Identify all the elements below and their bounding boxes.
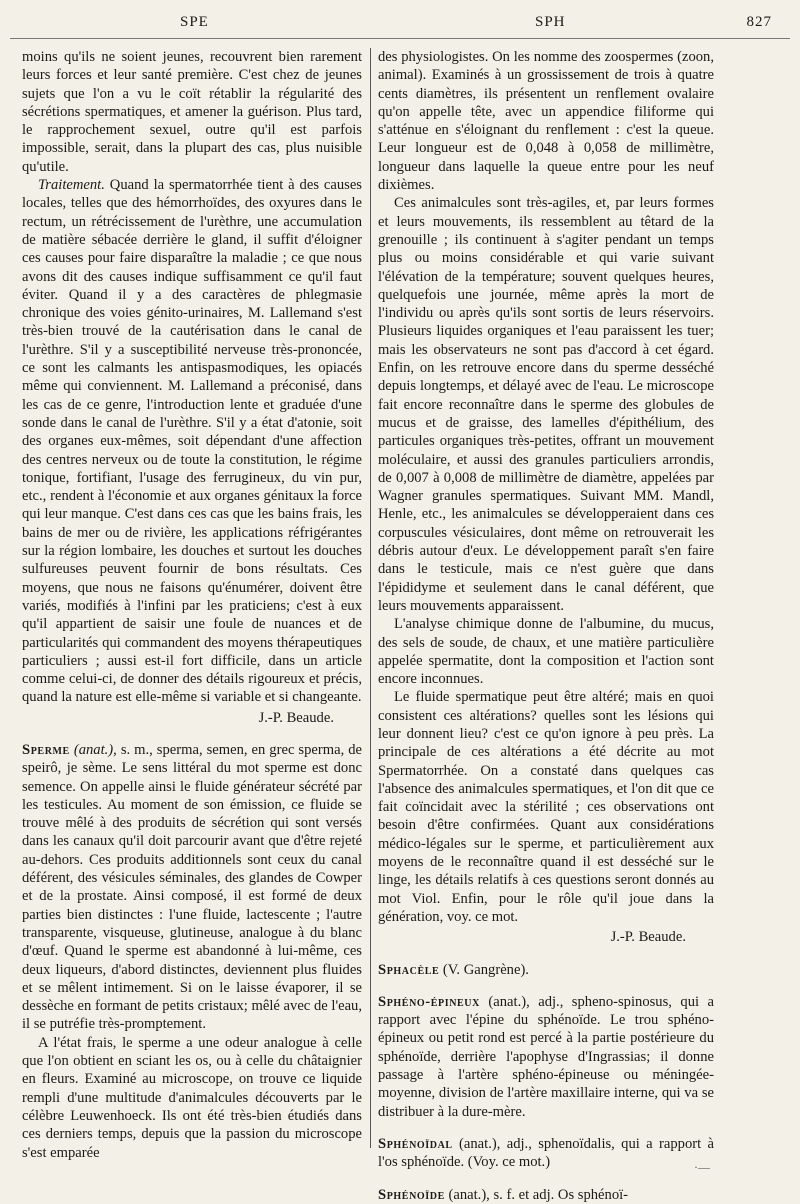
entry-text: (anat.), s. f. et adj. Os sphénoï- (444, 1186, 629, 1203)
page-number: 827 (746, 14, 772, 30)
entry-text: (anat.), adj., spheno-spinosus, qui a rapport avec l'épine du sphénoïde. Le trou sphéno-épineux ou petit rond est percé à la partie postérieure du sphénoïde, derrière l'apophyse d'Ingrassias; il donne passage à l'artère sphéno-épineuse ou méningée-moyenne, division de l'artère maxillaire interne, qui va se distribuer à la dure-mère. (378, 993, 714, 1120)
headword: Sphénoïde (378, 1186, 445, 1203)
entry-tag: (anat.) (73, 741, 114, 758)
paragraph: A l'état frais, le sperme a une odeur analogue à celle que l'on obtient en sciant les os, ou à celle du châtaignier en fleurs. Examiné au microscope, on trouve ce liquide rempli d'une multitude d'animalcules découverts par le célèbre Leuwenhoeck. Ils ont été très-bien étudiés dans ces derniers temps, depuis que la passion du microscope s'est emparée (22, 1034, 362, 1161)
entry-spheno-epineux (378, 993, 714, 1121)
paragraph: des physiologistes. On les nomme des zoospermes (zoon, animal). Examinés à un grossissement de trois à quatre cents diamètres, ils présentent un renflement ovalaire qu'on appelle tête, avec un appendice filiforme qui s'atténue en s'éloignant du renflement : c'est la queue. Leur longueur est de 0,048 à 0,058 de millimètre, longueur dans laquelle la queue entre pour les neuf dixièmes. (378, 49, 714, 194)
entry-sphacele (378, 961, 714, 979)
running-header-center: SPH (535, 14, 566, 30)
entry-sperme (22, 741, 362, 1034)
entry-text: (anat.), adj., sphenoïdalis, qui a rapport à l'os sphénoïde. (Voy. ce mot.) (378, 1135, 714, 1171)
paragraph: L'analyse chimique donne de l'albumine, du mucus, des sels de soude, de chaux, et une matière particulière appelée spermatite, dont la composition et l'action sont encore inconnues. (378, 616, 714, 688)
entry-text: (V. Gangrène). (439, 961, 529, 978)
author-signature: J.-P. Beaude. (610, 929, 686, 946)
headword: Sperme (22, 741, 70, 758)
left-column (22, 48, 362, 1162)
paragraph: Ces animalcules sont très-agiles, et, par leurs formes et leurs mouvements, ils ressemblent au têtard de la grenouille ; ils continuent à s'agiter pendant un temps plus ou moins considérable et qui varie suivant l'élévation de la température; souvent quelques heures, quelquefois une journée, même après la mort de l'individu ou après qu'ils sont sortis de leurs réservoirs. Plusieurs liquides organiques et l'eau paraissent les tuer; mais les observateurs ne sont pas d'accord à cet égard. Enfin, on les retrouve encore dans du sperme desséché depuis longtemps, et délayé avec de l'eau. Le microscope fait encore reconnaître dans le sperme des globules de mucus et de graisse, des lamelles d'épithélium, des particules organiques très-petites, offrant un mouvement moléculaire, et aussi des granules particuliers arrondis, de 0,007 à 0,008 de millimètre de diamètre, appelées par Wagner granules spermatiques. Suivant MM. Mandl, Henle, etc., les animalcules se développeraient dans ces corpuscules vésiculaires, dont même on retrouverait les débris autour d'eux. Le développement paraît s'en faire dans le testicule, mais ce n'est guère que dans l'épididyme et seulement dans le canal déférent, que leurs mouvements apparaissent. (378, 195, 714, 614)
paragraph: moins qu'ils ne soient jeunes, recouvrent bien rarement leurs forces et leur santé première. C'est chez de jeunes sujets que l'on a vu le coït rétablir la régularité des sécrétions spermatiques, et amener la guérison. Plus tard, le rapprochement sexuel, outre qu'il est parfois impossible, serait, dans la plupart des cas, plus nuisible qu'utile. (22, 49, 362, 175)
running-header-left: SPE (180, 14, 209, 30)
footer-mark: ·— (694, 1160, 710, 1174)
paragraph-treatment (22, 176, 362, 707)
paragraph-text: Quand la spermatorrhée tient à des causes locales, telles que des hémorrhoïdes, des oxyures dans le rectum, un rétrécissement de l'urèthre, une accumulation de matière sébacée derrière le gland, il suffit d'éloigner ces causes pour faire disparaître la maladie ; ce que nous avons dit des causes indique suffisamment ce qu'il faut éviter. Quand il y a des caractères de phlegmasie chronique des voies génito-urinaires, M. Lallemand s'est très-bien trouvé de la cautérisation dans le canal de l'urèthre. S'il y a susceptibilité nerveuse très-prononcée, ce sont les calmants les antispasmodiques, les opiacés même qui conviennent. M. Lallemand a préconisé, dans les cas de ce genre, l'introduction lente et graduée d'une sonde dans le canal de l'urèthre. S'il y a état d'atonie, soit des organes eux-mêmes, soit dépendant d'une affection des centres nerveux ou de toute la constitution, le régime tonique, fortifiant, l'usage des ferrugineux, du vin pur, etc., rendent à l'économie et aux organes génitaux la force qui leur manque. C'est dans ces cas que les bains frais, les bains de mer ou de rivière, les applications réfrigérantes sur la région lombaire, les douches et surtout les douches sulfureuses peuvent fournir de bons résultats. Ces moyens, que nous ne faisons qu'énumérer, doivent être variés, modifiés à l'infini par les praticiens; c'est à eux qu'il appartient de saisir une foule de nuances et de particularités qui commandent des moyens thérapeutiques particuliers ; aussi est-il fort difficile, dans un article comme celui-ci, de donner des détails rigoureux et précis, quand la nature est elle-même si variable et si changeante. (22, 177, 362, 706)
paragraph: Le fluide spermatique peut être altéré; mais en quoi consistent ces altérations? quelles sont les lésions qui leur donnent lieu? c'est ce qu'on ignore à peu près. La principale de ces altérations a été décrite au mot Spermatorrhée. On a constaté dans quelques cas l'absence des animalcules spermatiques, et l'on dit que ce fait coïncidait avec la stérilité ; ces observations ont besoin d'être confirmées. Quant aux considérations médico-légales sur le sperme, et particulièrement aux moyens de le reconnaître quand il est desséché sur le linge, les détails relatifs à ces questions seront donnés au mot Viol. Enfin, pour le rôle qu'il joue dans la génération, voy. ce mot. (378, 689, 714, 925)
author-signature: J.-P. Beaude. (258, 709, 334, 726)
entry-sphenoide (378, 1186, 714, 1204)
header-rule (10, 38, 790, 39)
section-label: Traitement. (38, 177, 105, 194)
column-divider (370, 48, 371, 1148)
entry-text: , s. m., sperma, semen, en grec sperma, de speirô, je sème. Le sens littéral du mot sperme est donc semence. On appelle ainsi le fluide générateur sécrété par les testicules. Au moment de son émission, ce fluide se trouve mêlé à des produits de sécrétion qui sont versés dans les canaux qu'il doit parcourir avant que d'être rejeté au-dehors. Ces produits additionnels sont ceux du canal déférent, des vésicules séminales, des glandes de Cowper et de la prostate. Ainsi composé, il est formé de deux parties bien distinctes : l'une fluide, lactescente ; l'autre transparente, visqueuse, glutineuse, analogue à du blanc d'œuf. Quand le sperme est abandonné à lui-même, ces deux liqueurs, d'abord distinctes, deviennent plus fluides et se mêlent intimement. Si on le laisse évaporer, il se dessèche en formant de petits cristaux; mêlé avec de l'eau, il se putréfie très-promptement. (22, 741, 362, 1033)
headword: Sphénoïdal (378, 1135, 453, 1152)
right-column (378, 48, 714, 1204)
headword: Sphéno-épineux (378, 993, 480, 1010)
headword: Sphacèle (378, 961, 440, 978)
entry-sphenoidal (378, 1135, 714, 1172)
